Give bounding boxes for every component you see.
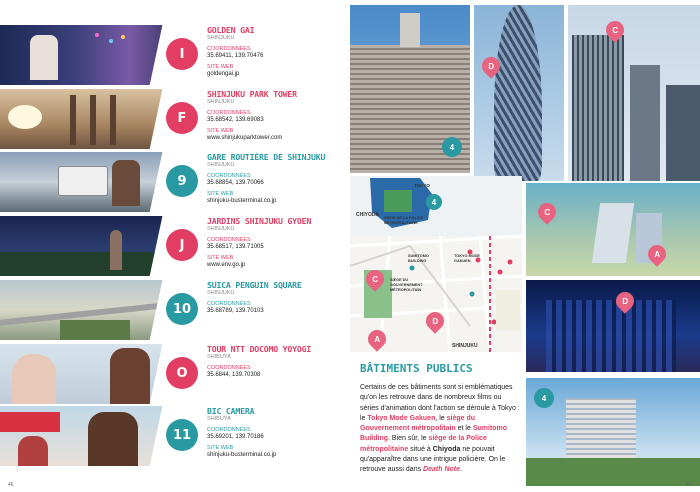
photo-police-hq [350,5,470,173]
location-district: SHIBUYA [207,354,231,360]
coords-label: COORDONNÉES [207,365,251,371]
location-pin-c: C [602,17,627,42]
coords-value: 35.68789, 139.70103 [207,308,264,314]
site-label: SITE WEB [207,128,234,134]
map-area [350,176,522,352]
coords-label: COORDONNÉES [207,301,251,307]
location-badge: O [166,357,198,389]
coords-label: COORDONNÉES [207,173,251,179]
site-label: SITE WEB [207,191,234,197]
map-label-sumitomo: SUMITOMO BUILDING [408,254,429,263]
location-pin-d: D [478,53,503,78]
illustration-night-city [526,280,700,372]
suica-square-image [0,280,185,340]
site-label: SITE WEB [207,255,234,261]
location-name: BIC CAMERA [207,406,255,416]
bus-terminal-image [0,152,185,212]
location-badge: F [166,102,198,134]
map-pin-d: D [422,308,447,333]
coords-value: 35.69201, 139.70186 [207,434,264,440]
map-label-gov-hq: SIÈGE DU GOUVERNEMENT MÉTROPOLITAIN [390,278,423,292]
location-entry-bic-camera [0,406,348,466]
bic-camera-image [0,406,185,466]
coords-label: COORDONNÉES [207,110,251,116]
location-district: SHINJUKU [207,290,235,296]
location-badge: I [166,38,198,70]
page-number: 47 [686,482,692,488]
location-entry-shinjuku-park-tower [0,89,348,149]
coords-value: 35.68517, 139.71005 [207,244,264,250]
location-name: SHINJUKU PARK TOWER [207,89,297,99]
location-entry-golden-gai [0,25,348,85]
location-badge: 11 [166,419,198,451]
location-name: GARE ROUTIÈRE DE SHINJUKU [207,152,326,162]
photo-mode-gakuen [474,5,564,181]
coords-value: 35.68542, 139.69083 [207,117,264,123]
map-label-tokyo: TOKYO [414,183,430,188]
location-district: SHINJUKU [207,99,235,105]
location-name: JARDINS SHINJUKU GYOEN [207,216,312,226]
site-url[interactable]: www.env.go.jp [207,262,246,268]
location-name: TOUR NTT DOCOMO YOYOGI [207,344,312,354]
golden-gai-image [0,25,185,85]
coords-label: COORDONNÉES [207,237,251,243]
location-entry-shinjuku-gyoen [0,216,348,276]
map-label-police-hq: SIÈGE DE LA POLICE MÉTROPOLITAINE [384,216,424,225]
location-district: SHINJUKU [207,226,235,232]
illustration-aerial-city [526,183,700,276]
site-label: SITE WEB [207,64,234,70]
page-number: 46 [8,482,14,488]
ntt-docomo-image [0,344,185,404]
site-url[interactable]: goldengai.jp [207,71,240,77]
location-pin-4: 4 [534,388,554,408]
map-pin-4: 4 [426,194,442,210]
location-entry-suica-penguin [0,280,348,340]
location-district: SHINJUKU [207,35,235,41]
location-name: GOLDEN GAI [207,25,255,35]
location-entry-bus-terminal [0,152,348,212]
illustration-police-building [526,378,700,486]
coords-value: 35.68854, 139.70066 [207,180,264,186]
coords-value: 35.6844, 139.70308 [207,372,261,378]
coords-value: 35.69411, 139.70476 [207,53,264,59]
location-district: SHINJUKU [207,162,235,168]
map-label-tokyo-mode: TOKYO MODE GAKUEN [454,254,480,263]
location-entry-ntt-docomo [0,344,348,404]
location-badge: 9 [166,165,198,197]
map-label-shinjuku: SHINJUKU [452,343,478,349]
site-url[interactable]: shinjuku-busterminal.co.jp [207,198,277,204]
location-name: SUICA PENGUIN SQUARE [207,280,302,290]
location-pin-4: 4 [442,137,462,157]
location-pin-c: C [534,199,559,224]
map-pin-a: A [364,326,389,351]
location-badge: 10 [166,293,198,325]
location-district: SHIBUYA [207,416,231,422]
left-page [0,0,348,492]
map-label-chiyoda: CHIYODA [356,212,380,218]
coords-label: COORDONNÉES [207,427,251,433]
location-badge: J [166,229,198,261]
gyoen-image [0,216,185,276]
coords-label: COORDONNÉES [207,46,251,52]
location-pin-a: A [644,241,669,266]
location-pin-d: D [612,288,637,313]
site-label: SITE WEB [207,445,234,451]
map-pin-c: C [362,266,387,291]
photo-gov-hq [568,5,700,181]
site-url[interactable]: www.shinjukuparktower.com [207,135,283,141]
park-tower-image [0,89,185,149]
section-title: BÂTIMENTS PUBLICS [360,362,473,375]
section-body: Certains de ces bâtiments sont si emblématiques qu'on les retrouve dans de nombreux films ou séries d'animation dont l'action se déroule à Tokyo : le Tokyo Mode Gakuen, le siège du Gouvernement métropolitain et le Sumitomo Building. Bien sûr, le siège de la Police métropolitaine situé à Chiyoda ne pouvait qu'apparaître dans une intrigue policière. On le retrouve aussi dans Death Note. [360,384,520,474]
site-url[interactable]: shinjuku-busterminal.co.jp [207,452,277,458]
